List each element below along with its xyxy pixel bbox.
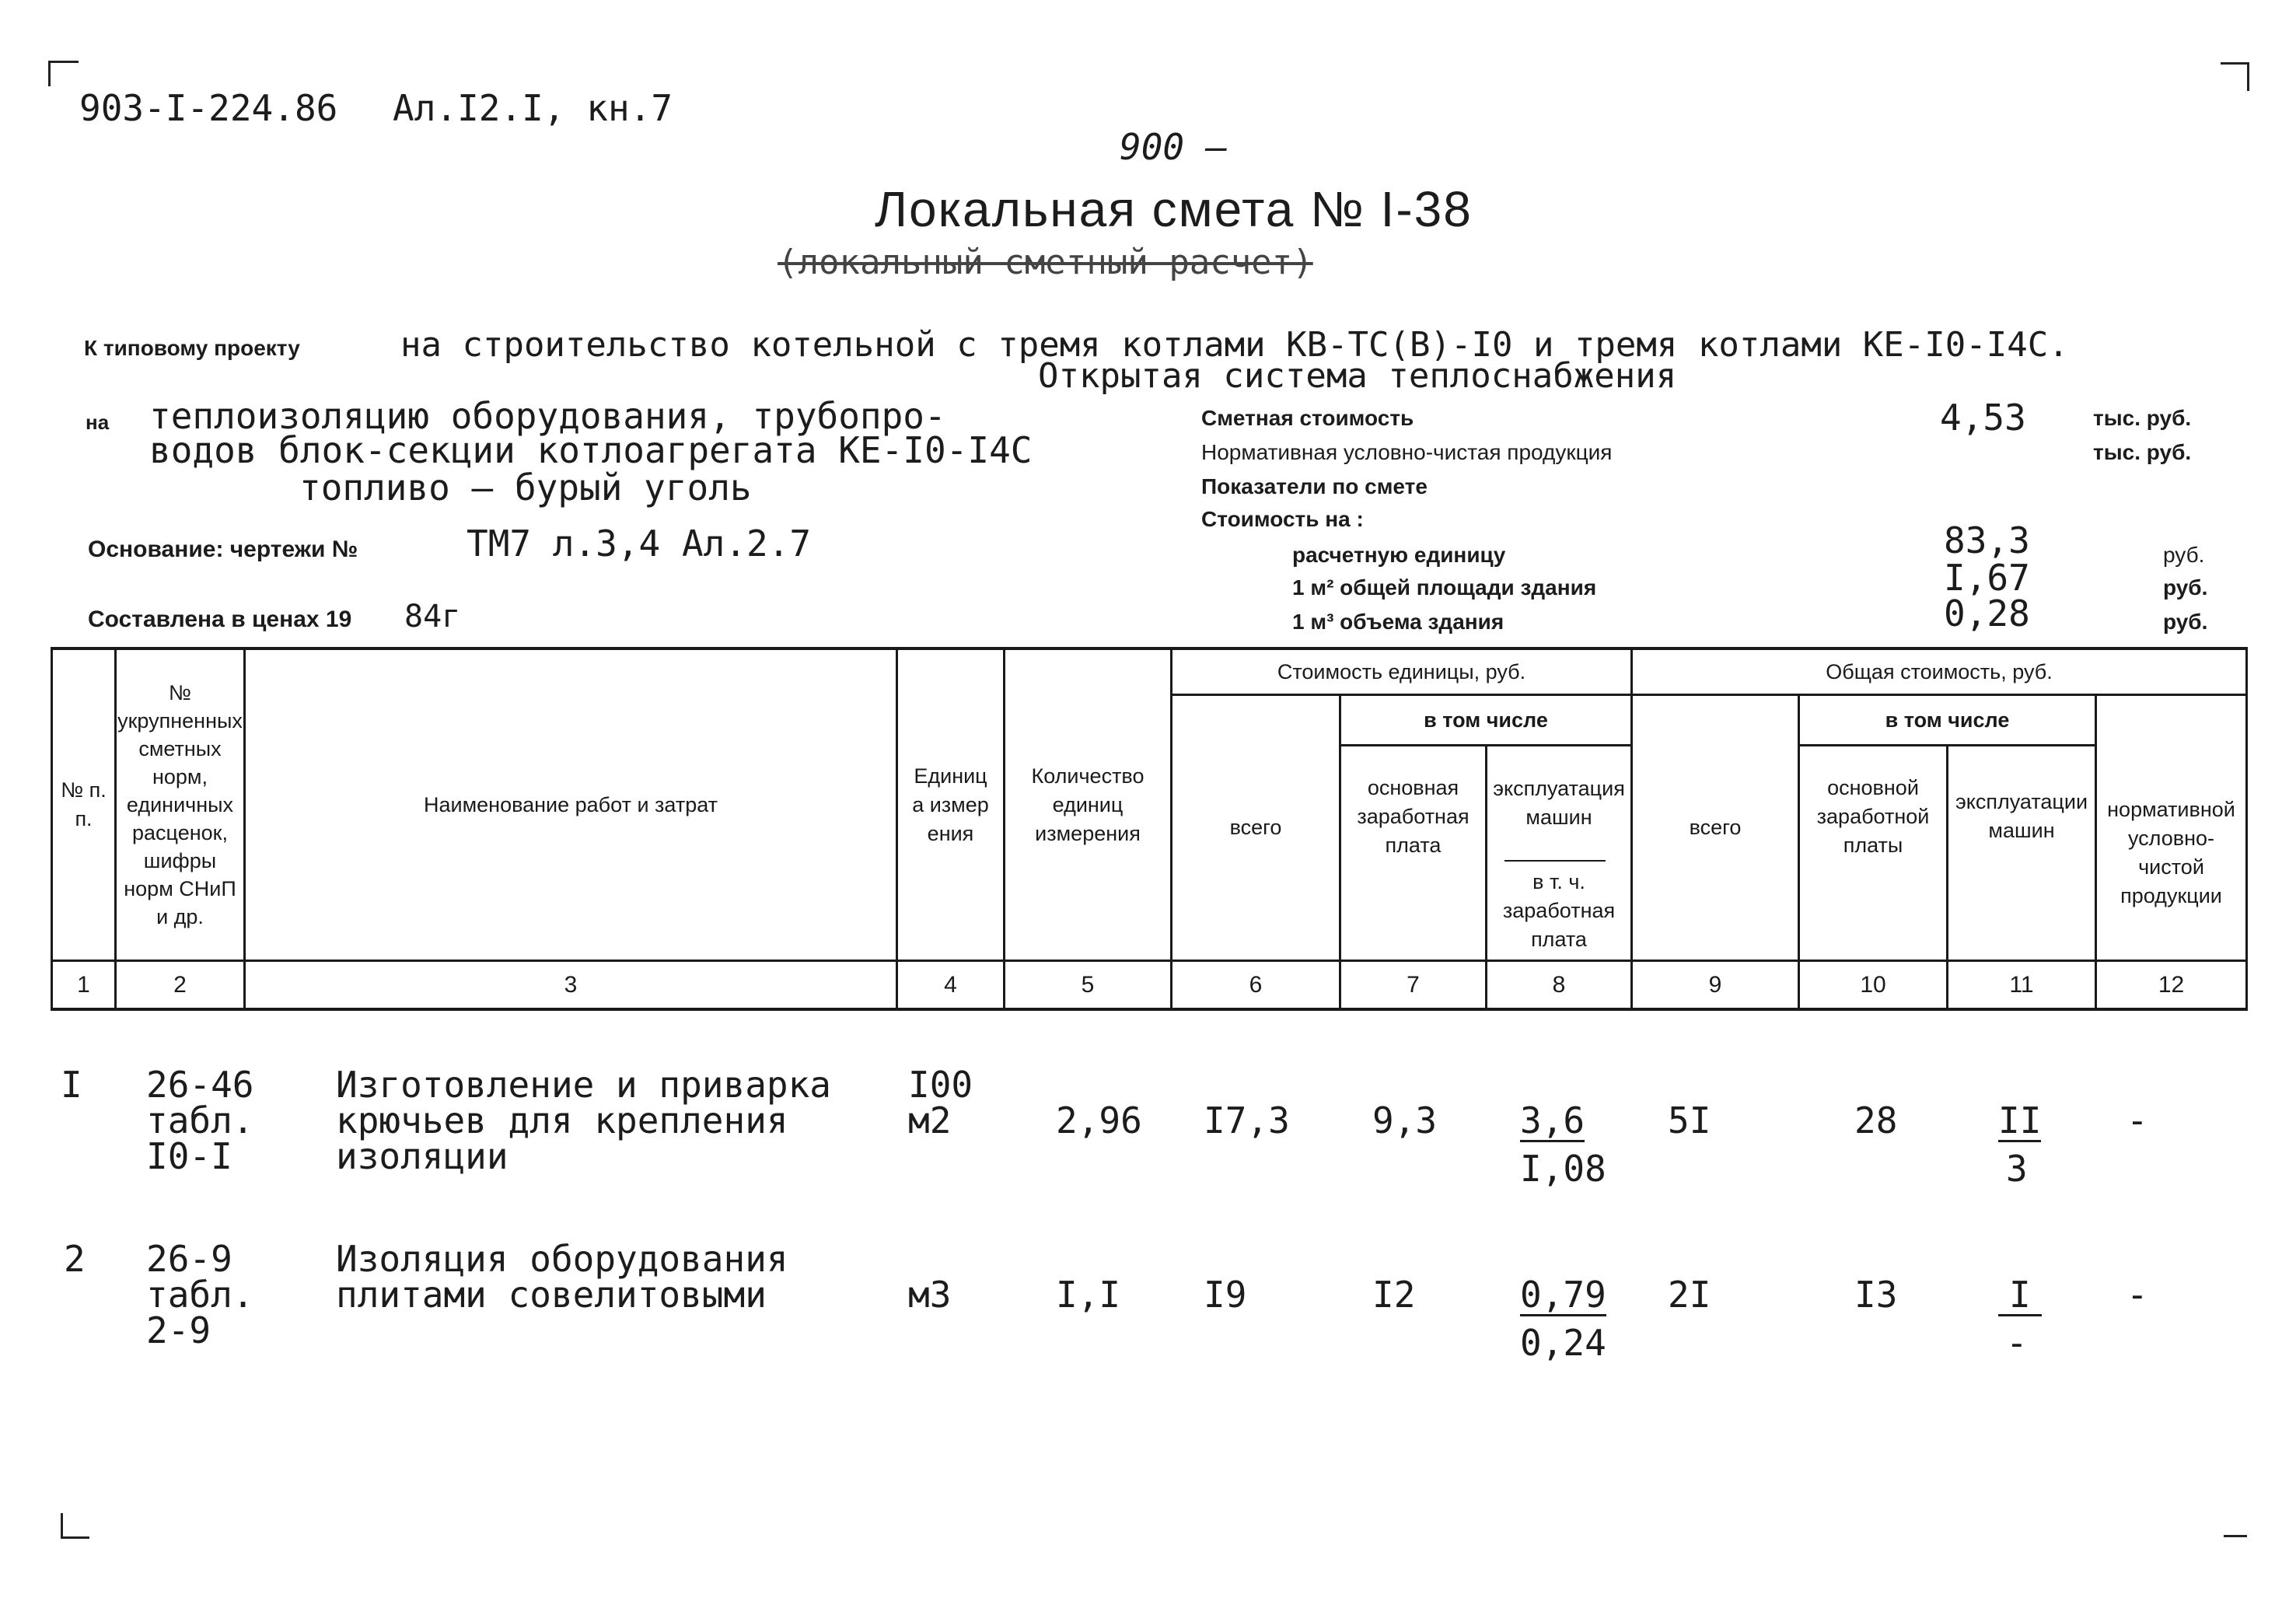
prices-year: 84г (404, 599, 461, 634)
row-cost-wage: I2 (1372, 1274, 1416, 1316)
document-subtitle-struck: (локальный сметный расчет) (778, 243, 1313, 282)
row-normative: - (2127, 1099, 2148, 1141)
project-label: К типовому проекту (84, 336, 300, 360)
per-m2-label: 1 м² общей площади здания (1292, 575, 1597, 600)
corner-mark-top-right (2221, 62, 2249, 91)
album-reference: Ал.I2.I, кн.7 (393, 87, 673, 129)
row-cost-all: I9 (1204, 1274, 1247, 1316)
col-number: 10 (1860, 972, 1886, 998)
row-unit-line: м3 (908, 1274, 952, 1316)
col-number: 4 (944, 972, 957, 998)
project-text: на строительство котельной с тремя котлами КВ-ТС(В)-I0 и тремя котлами КЕ-I0-I4С. (400, 325, 2069, 365)
row-code-line: табл. (146, 1274, 254, 1316)
prices-label: Составлена в ценах 19 (88, 606, 352, 632)
project-text-2: Открытая система теплоснабжения (1038, 356, 1677, 396)
on-label: на (86, 411, 110, 434)
corner-mark-bottom-left (61, 1513, 89, 1539)
col-number: 12 (2158, 972, 2185, 998)
indicators-label: Показатели по смете (1201, 474, 1428, 498)
row-qty: 2,96 (1056, 1099, 1142, 1141)
header-code: № укрупненных сметных норм, единичных расценок, шифры норм СНиП и др. (117, 681, 243, 928)
document-title: Локальная смета № I-38 (875, 181, 1473, 237)
col-number: 2 (173, 972, 187, 998)
row-no: I (61, 1064, 82, 1106)
per-m2-unit: руб. (2163, 575, 2208, 600)
header-name: Наименование работ и затрат (423, 792, 718, 816)
row-total-all: 2I (1668, 1274, 1711, 1316)
row-cost-wage: 9,3 (1372, 1099, 1438, 1141)
col-number: 5 (1081, 972, 1095, 998)
col-number: 9 (1708, 972, 1722, 998)
col-number: 11 (2009, 972, 2034, 998)
header-machines: эксплуатация машин (1493, 777, 1625, 829)
row-total-wage: I3 (1854, 1274, 1898, 1316)
per-m3-value: 0,28 (1944, 593, 2030, 634)
on-line-3: топливо – бурый уголь (299, 467, 752, 509)
header-unit: Единица измерения (912, 764, 989, 845)
header-wage: основная заработная плата (1357, 775, 1470, 857)
per-unit-value: 83,3 (1944, 519, 2030, 561)
row-name-line: Изготовление и приварка (336, 1064, 831, 1106)
per-m2-value: I,67 (1944, 557, 2030, 599)
on-line-1: теплоизоляцию оборудования, трубопро- (149, 395, 946, 437)
row-name-line: изоляции (336, 1135, 508, 1177)
row-no: 2 (64, 1238, 86, 1280)
per-m3-unit: руб. (2163, 610, 2208, 634)
col-number: 7 (1407, 972, 1420, 998)
col-number: 8 (1552, 972, 1566, 998)
row-qty: I,I (1056, 1274, 1121, 1316)
col-number: 3 (564, 972, 578, 998)
row-code-line: 2-9 (146, 1309, 211, 1351)
estimated-cost-unit: тыс. руб. (2093, 406, 2192, 430)
per-m3-label: 1 м³ объема здания (1292, 610, 1504, 634)
per-unit-label: расчетную единицу (1292, 543, 1506, 567)
row-code-line: табл. (146, 1099, 254, 1141)
row-name-line: плитами совелитовыми (336, 1274, 767, 1316)
header-machines-wage: в т. ч. заработная плата (1502, 869, 1616, 951)
row-cost-all: I7,3 (1204, 1099, 1290, 1141)
row-cost-machines-wage: I,08 (1520, 1148, 1606, 1190)
header-wage-total: основной заработной платы (1816, 775, 1930, 857)
header-unit-cost-incl: в том числе (1424, 708, 1548, 732)
col-number: 6 (1249, 972, 1263, 998)
header-no: № п. п. (61, 778, 107, 830)
row-code-line: 26-9 (146, 1238, 232, 1280)
normative-unit: тыс. руб. (2093, 440, 2192, 464)
cost-on-label: Стоимость на : (1201, 507, 1364, 531)
on-line-2: водов блок-секции котлоагрегата КЕ-I0-I4С (149, 429, 1033, 471)
corner-mark-bottom-right (2224, 1524, 2247, 1537)
row-name-line: крючьев для крепления (336, 1099, 788, 1141)
header-unit-cost: Стоимость единицы, руб. (1277, 659, 1526, 683)
corner-mark-top-left (48, 61, 79, 86)
header-machines-total: эксплуатации машин (1955, 790, 2088, 842)
header-total-incl: в том числе (1885, 708, 2010, 732)
row-total-all: 5I (1668, 1099, 1711, 1141)
row-total-machines-wage: - (2006, 1322, 2028, 1364)
row-total-wage: 28 (1854, 1099, 1898, 1141)
row-cost-machines-wage: 0,24 (1520, 1322, 1606, 1364)
row-normative: - (2127, 1274, 2148, 1316)
row-code-line: I0-I (146, 1135, 232, 1177)
normative-label: Нормативная условно-чистая продукция (1201, 440, 1613, 464)
row-total-machines: II (1998, 1099, 2042, 1141)
basis-value: ТМ7 л.3,4 Ал.2.7 (467, 523, 812, 565)
row-total-machines-wage: 3 (2006, 1148, 2028, 1190)
row-unit-line: м2 (908, 1099, 952, 1141)
row-total-machines: I (1998, 1277, 2042, 1316)
estimated-cost-label: Сметная стоимость (1201, 406, 1414, 430)
header-total-all: всего (1689, 816, 1742, 839)
row-code-line: 26-46 (146, 1064, 254, 1106)
header-total-cost: Общая стоимость, руб. (1826, 659, 2053, 683)
row-cost-machines: 0,79 (1520, 1274, 1606, 1316)
header-unit-cost-all: всего (1229, 816, 1282, 839)
per-unit-unit: руб. (2163, 543, 2205, 567)
document-code: 903-I-224.86 (79, 87, 338, 129)
page-number: 900 — (1120, 126, 1228, 168)
row-cost-machines: 3,6 (1520, 1099, 1585, 1141)
col-number: 1 (77, 972, 90, 998)
row-unit-line: I00 (908, 1064, 973, 1106)
basis-label: Основание: чертежи № (88, 537, 358, 562)
estimated-cost-value: 4,53 (1940, 397, 2026, 439)
row-name-line: Изоляция оборудования (336, 1238, 788, 1280)
header-normative: нормативной условно-чистой продукции (2107, 798, 2235, 907)
header-qty: Количество единиц измерения (1031, 764, 1145, 845)
